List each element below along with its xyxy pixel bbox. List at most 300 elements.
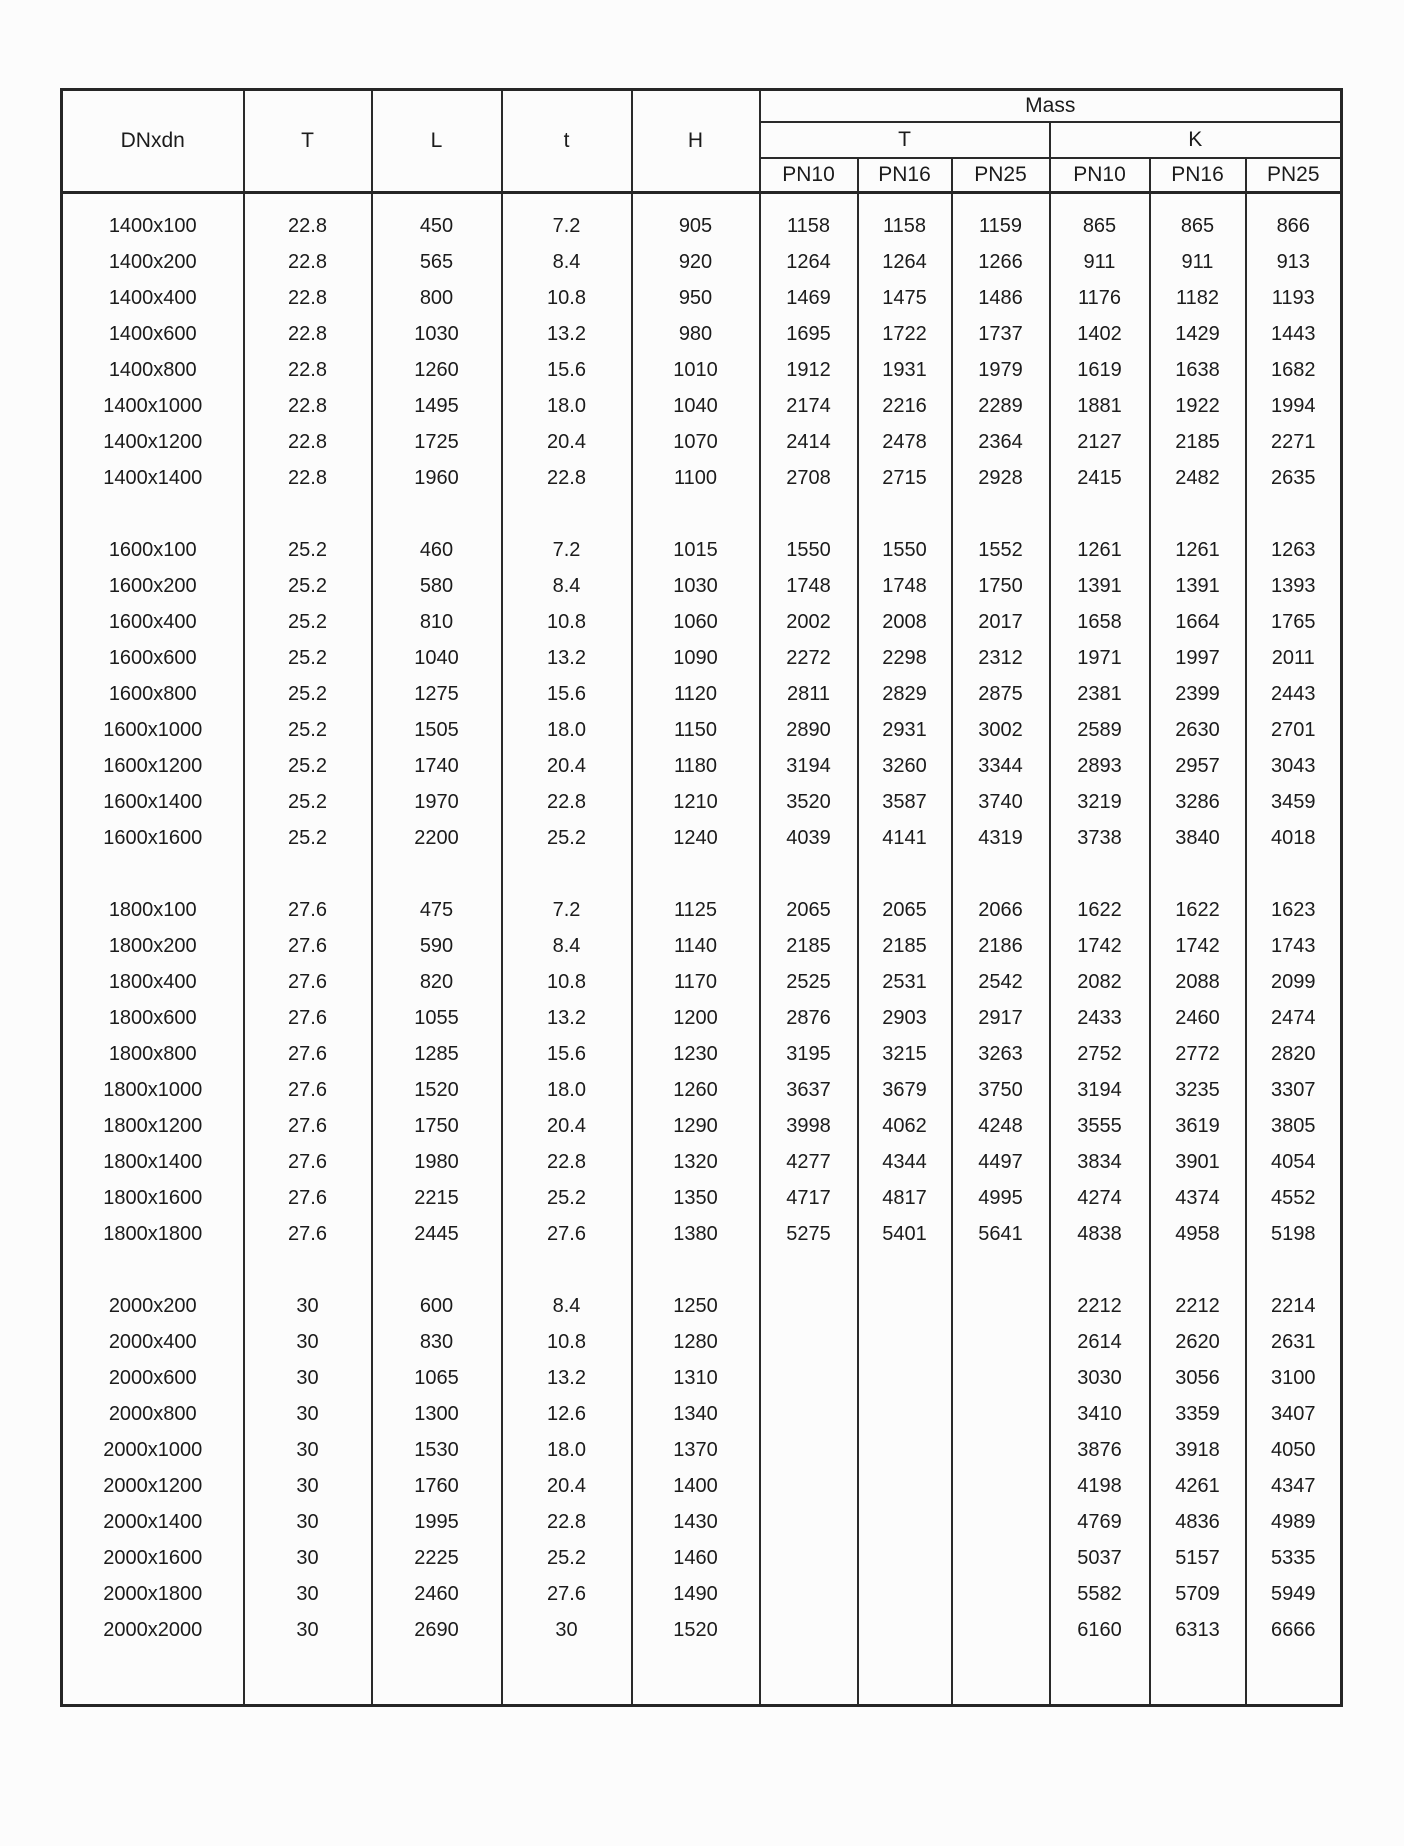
- cell-dnxdn: 1600x1000: [62, 712, 244, 748]
- empty-cell: [372, 496, 502, 532]
- table-row: [62, 1216, 1342, 1252]
- empty-cell: [952, 496, 1050, 532]
- cell-H: 1210: [632, 784, 760, 820]
- empty-cell: [1246, 856, 1342, 892]
- cell-mass-k-pn25: 2271: [1246, 424, 1342, 460]
- cell-mass-t-pn10: 2185: [760, 928, 858, 964]
- cell-H: 1340: [632, 1396, 760, 1432]
- cell-L: 1055: [372, 1000, 502, 1036]
- cell-L: 2690: [372, 1612, 502, 1648]
- cell-mass-k-pn10: 3876: [1050, 1432, 1150, 1468]
- cell-H: 1260: [632, 1072, 760, 1108]
- table-row: [62, 748, 1342, 784]
- table-row: [62, 1000, 1342, 1036]
- cell-mass-t-pn25: [952, 1324, 1050, 1360]
- cell-mass-k-pn10: 3410: [1050, 1396, 1150, 1432]
- cell-mass-k-pn16: 911: [1150, 244, 1246, 280]
- cell-t: 10.8: [502, 604, 632, 640]
- cell-mass-k-pn16: 3840: [1150, 820, 1246, 856]
- cell-L: 1750: [372, 1108, 502, 1144]
- cell-mass-t-pn25: 4319: [952, 820, 1050, 856]
- cell-mass-t-pn25: 2364: [952, 424, 1050, 460]
- cell-mass-k-pn25: 1765: [1246, 604, 1342, 640]
- cell-mass-k-pn10: 2415: [1050, 460, 1150, 496]
- cell-mass-k-pn16: 4836: [1150, 1504, 1246, 1540]
- cell-t: 15.6: [502, 1036, 632, 1072]
- cell-mass-t-pn10: 2890: [760, 712, 858, 748]
- cell-L: 1030: [372, 316, 502, 352]
- cell-mass-k-pn10: 3030: [1050, 1360, 1150, 1396]
- cell-L: 1725: [372, 424, 502, 460]
- column-group-mass-t: T: [760, 122, 1050, 158]
- cell-mass-t-pn10: [760, 1576, 858, 1612]
- table-row: [62, 1324, 1342, 1360]
- cell-mass-k-pn25: 3805: [1246, 1108, 1342, 1144]
- cell-mass-k-pn16: 4374: [1150, 1180, 1246, 1216]
- cell-T: 25.2: [244, 640, 372, 676]
- cell-L: 1275: [372, 676, 502, 712]
- cell-T: 30: [244, 1612, 372, 1648]
- cell-t: 15.6: [502, 352, 632, 388]
- table-row: [62, 964, 1342, 1000]
- cell-mass-t-pn10: 2272: [760, 640, 858, 676]
- cell-L: 475: [372, 892, 502, 928]
- empty-cell: [858, 193, 952, 209]
- cell-mass-k-pn10: 2212: [1050, 1288, 1150, 1324]
- cell-mass-t-pn10: 2002: [760, 604, 858, 640]
- cell-mass-k-pn16: 2620: [1150, 1324, 1246, 1360]
- table-row: [62, 316, 1342, 352]
- cell-H: 1490: [632, 1576, 760, 1612]
- cell-mass-k-pn25: 4989: [1246, 1504, 1342, 1540]
- cell-mass-k-pn16: 1638: [1150, 352, 1246, 388]
- cell-mass-k-pn10: 1402: [1050, 316, 1150, 352]
- cell-mass-t-pn16: 1722: [858, 316, 952, 352]
- cell-dnxdn: 1400x600: [62, 316, 244, 352]
- cell-mass-k-pn10: 3555: [1050, 1108, 1150, 1144]
- column-header-k-pn16: PN16: [1150, 158, 1246, 193]
- cell-H: 1230: [632, 1036, 760, 1072]
- cell-dnxdn: 2000x400: [62, 1324, 244, 1360]
- column-group-mass-k: K: [1050, 122, 1342, 158]
- cell-dnxdn: 1400x1000: [62, 388, 244, 424]
- cell-mass-t-pn25: 3344: [952, 748, 1050, 784]
- column-header-t: t: [502, 90, 632, 193]
- cell-mass-k-pn16: 5157: [1150, 1540, 1246, 1576]
- cell-t: 22.8: [502, 1144, 632, 1180]
- cell-mass-k-pn10: 2589: [1050, 712, 1150, 748]
- cell-mass-t-pn16: 2216: [858, 388, 952, 424]
- block-spacer-row: [62, 856, 1342, 892]
- cell-mass-k-pn10: 4274: [1050, 1180, 1150, 1216]
- cell-mass-k-pn10: 1658: [1050, 604, 1150, 640]
- cell-mass-k-pn16: 1742: [1150, 928, 1246, 964]
- cell-T: 22.8: [244, 460, 372, 496]
- empty-cell: [244, 856, 372, 892]
- cell-mass-k-pn16: 1182: [1150, 280, 1246, 316]
- cell-mass-t-pn25: 2542: [952, 964, 1050, 1000]
- cell-dnxdn: 1400x100: [62, 208, 244, 244]
- cell-T: 25.2: [244, 604, 372, 640]
- cell-mass-k-pn10: 1881: [1050, 388, 1150, 424]
- cell-mass-t-pn16: 2185: [858, 928, 952, 964]
- cell-mass-k-pn16: 3918: [1150, 1432, 1246, 1468]
- cell-mass-k-pn16: 1664: [1150, 604, 1246, 640]
- cell-t: 8.4: [502, 244, 632, 280]
- cell-mass-t-pn25: [952, 1360, 1050, 1396]
- cell-L: 1505: [372, 712, 502, 748]
- cell-t: 13.2: [502, 640, 632, 676]
- table-row: [62, 1036, 1342, 1072]
- cell-mass-t-pn16: [858, 1432, 952, 1468]
- empty-cell: [952, 193, 1050, 209]
- table-header: [62, 90, 1342, 193]
- cell-H: 1280: [632, 1324, 760, 1360]
- cell-mass-t-pn10: 3637: [760, 1072, 858, 1108]
- empty-cell: [244, 1252, 372, 1288]
- cell-mass-k-pn16: 6313: [1150, 1612, 1246, 1648]
- cell-t: 8.4: [502, 1288, 632, 1324]
- cell-H: 1125: [632, 892, 760, 928]
- empty-cell: [1246, 193, 1342, 209]
- table-row: [62, 460, 1342, 496]
- cell-dnxdn: 1800x200: [62, 928, 244, 964]
- cell-mass-k-pn16: 3359: [1150, 1396, 1246, 1432]
- cell-t: 13.2: [502, 1000, 632, 1036]
- cell-mass-t-pn10: 2876: [760, 1000, 858, 1036]
- empty-cell: [858, 1648, 952, 1706]
- cell-mass-k-pn10: 3834: [1050, 1144, 1150, 1180]
- cell-t: 10.8: [502, 1324, 632, 1360]
- cell-dnxdn: 1800x1800: [62, 1216, 244, 1252]
- empty-cell: [62, 1252, 244, 1288]
- cell-T: 25.2: [244, 748, 372, 784]
- cell-mass-t-pn25: 2875: [952, 676, 1050, 712]
- cell-mass-k-pn16: 2482: [1150, 460, 1246, 496]
- cell-T: 27.6: [244, 1000, 372, 1036]
- cell-t: 22.8: [502, 460, 632, 496]
- cell-mass-t-pn10: 1550: [760, 532, 858, 568]
- cell-mass-t-pn16: 4141: [858, 820, 952, 856]
- empty-cell: [760, 496, 858, 532]
- cell-mass-k-pn16: 3901: [1150, 1144, 1246, 1180]
- cell-mass-k-pn25: 4552: [1246, 1180, 1342, 1216]
- cell-dnxdn: 1800x100: [62, 892, 244, 928]
- cell-mass-k-pn25: 2099: [1246, 964, 1342, 1000]
- cell-H: 980: [632, 316, 760, 352]
- cell-t: 20.4: [502, 424, 632, 460]
- cell-mass-k-pn16: 2957: [1150, 748, 1246, 784]
- cell-mass-k-pn10: 4769: [1050, 1504, 1150, 1540]
- cell-mass-t-pn25: 1266: [952, 244, 1050, 280]
- cell-mass-t-pn25: 1737: [952, 316, 1050, 352]
- cell-mass-k-pn10: 1391: [1050, 568, 1150, 604]
- empty-cell: [1050, 856, 1150, 892]
- cell-dnxdn: 1800x1600: [62, 1180, 244, 1216]
- table-row: [62, 208, 1342, 244]
- cell-mass-k-pn25: 3407: [1246, 1396, 1342, 1432]
- cell-mass-t-pn10: 3194: [760, 748, 858, 784]
- table-row: [62, 1396, 1342, 1432]
- cell-L: 590: [372, 928, 502, 964]
- cell-L: 1740: [372, 748, 502, 784]
- cell-T: 22.8: [244, 424, 372, 460]
- cell-H: 920: [632, 244, 760, 280]
- cell-mass-k-pn16: 1261: [1150, 532, 1246, 568]
- cell-mass-t-pn16: 1264: [858, 244, 952, 280]
- table-row: [62, 1504, 1342, 1540]
- cell-mass-t-pn25: 3002: [952, 712, 1050, 748]
- cell-mass-t-pn16: 2008: [858, 604, 952, 640]
- cell-mass-k-pn10: 2614: [1050, 1324, 1150, 1360]
- empty-cell: [502, 1648, 632, 1706]
- cell-dnxdn: 1600x100: [62, 532, 244, 568]
- cell-mass-t-pn16: [858, 1504, 952, 1540]
- cell-t: 7.2: [502, 892, 632, 928]
- empty-cell: [372, 1648, 502, 1706]
- table-row: [62, 1180, 1342, 1216]
- cell-mass-k-pn25: 4054: [1246, 1144, 1342, 1180]
- cell-t: 8.4: [502, 928, 632, 964]
- cell-dnxdn: 1400x400: [62, 280, 244, 316]
- cell-t: 8.4: [502, 568, 632, 604]
- table-row: [62, 424, 1342, 460]
- table-row: [62, 1612, 1342, 1648]
- table-row: [62, 604, 1342, 640]
- cell-mass-t-pn10: 1158: [760, 208, 858, 244]
- cell-mass-t-pn25: 4497: [952, 1144, 1050, 1180]
- cell-mass-k-pn25: 2635: [1246, 460, 1342, 496]
- table-row: [62, 1288, 1342, 1324]
- cell-T: 22.8: [244, 352, 372, 388]
- cell-L: 1530: [372, 1432, 502, 1468]
- cell-T: 30: [244, 1468, 372, 1504]
- cell-t: 15.6: [502, 676, 632, 712]
- table-row: [62, 1432, 1342, 1468]
- empty-cell: [1150, 856, 1246, 892]
- cell-mass-t-pn10: [760, 1504, 858, 1540]
- cell-dnxdn: 1400x1400: [62, 460, 244, 496]
- cell-mass-k-pn25: 3307: [1246, 1072, 1342, 1108]
- cell-mass-k-pn10: 1176: [1050, 280, 1150, 316]
- cell-dnxdn: 1600x1600: [62, 820, 244, 856]
- empty-cell: [1150, 1252, 1246, 1288]
- cell-mass-t-pn16: 2903: [858, 1000, 952, 1036]
- cell-L: 565: [372, 244, 502, 280]
- cell-H: 1070: [632, 424, 760, 460]
- cell-H: 1520: [632, 1612, 760, 1648]
- block-spacer-row: [62, 496, 1342, 532]
- cell-t: 13.2: [502, 1360, 632, 1396]
- cell-L: 1285: [372, 1036, 502, 1072]
- cell-mass-k-pn10: 2381: [1050, 676, 1150, 712]
- cell-mass-t-pn16: 2478: [858, 424, 952, 460]
- cell-dnxdn: 2000x1200: [62, 1468, 244, 1504]
- cell-dnxdn: 2000x2000: [62, 1612, 244, 1648]
- cell-dnxdn: 1600x400: [62, 604, 244, 640]
- table-row: [62, 388, 1342, 424]
- cell-T: 27.6: [244, 1144, 372, 1180]
- table-row: [62, 1072, 1342, 1108]
- cell-T: 27.6: [244, 964, 372, 1000]
- cell-T: 27.6: [244, 1180, 372, 1216]
- cell-t: 12.6: [502, 1396, 632, 1432]
- empty-cell: [760, 1252, 858, 1288]
- cell-mass-t-pn10: 3998: [760, 1108, 858, 1144]
- empty-cell: [1150, 496, 1246, 532]
- table-row: [62, 352, 1342, 388]
- cell-mass-t-pn10: 2811: [760, 676, 858, 712]
- cell-mass-t-pn16: [858, 1468, 952, 1504]
- cell-T: 30: [244, 1324, 372, 1360]
- cell-T: 25.2: [244, 712, 372, 748]
- cell-t: 18.0: [502, 1432, 632, 1468]
- table-row: [62, 712, 1342, 748]
- cell-mass-t-pn16: 1931: [858, 352, 952, 388]
- column-header-mass: Mass: [760, 90, 1342, 123]
- cell-mass-t-pn10: 1264: [760, 244, 858, 280]
- column-header-t-pn10: PN10: [760, 158, 858, 193]
- cell-t: 20.4: [502, 748, 632, 784]
- cell-mass-k-pn10: 5037: [1050, 1540, 1150, 1576]
- cell-mass-k-pn10: 4838: [1050, 1216, 1150, 1252]
- cell-mass-t-pn25: 2289: [952, 388, 1050, 424]
- cell-L: 2225: [372, 1540, 502, 1576]
- cell-T: 25.2: [244, 676, 372, 712]
- cell-t: 22.8: [502, 1504, 632, 1540]
- cell-mass-k-pn25: 1623: [1246, 892, 1342, 928]
- cell-H: 1040: [632, 388, 760, 424]
- cell-mass-t-pn25: 2312: [952, 640, 1050, 676]
- table-row: [62, 820, 1342, 856]
- cell-mass-t-pn25: 1552: [952, 532, 1050, 568]
- cell-mass-t-pn10: [760, 1612, 858, 1648]
- cell-mass-k-pn16: 2185: [1150, 424, 1246, 460]
- cell-mass-k-pn25: 3043: [1246, 748, 1342, 784]
- cell-H: 1200: [632, 1000, 760, 1036]
- table-row: [62, 784, 1342, 820]
- cell-t: 18.0: [502, 712, 632, 748]
- cell-mass-t-pn25: 2917: [952, 1000, 1050, 1036]
- cell-mass-k-pn25: 5949: [1246, 1576, 1342, 1612]
- cell-dnxdn: 1400x1200: [62, 424, 244, 460]
- cell-H: 1320: [632, 1144, 760, 1180]
- empty-cell: [62, 496, 244, 532]
- spec-table: [60, 88, 1343, 1707]
- cell-L: 820: [372, 964, 502, 1000]
- cell-T: 30: [244, 1432, 372, 1468]
- cell-T: 25.2: [244, 568, 372, 604]
- cell-mass-t-pn16: 2065: [858, 892, 952, 928]
- cell-mass-t-pn10: [760, 1432, 858, 1468]
- empty-cell: [760, 856, 858, 892]
- cell-mass-k-pn25: 1682: [1246, 352, 1342, 388]
- cell-mass-t-pn10: [760, 1324, 858, 1360]
- cell-mass-k-pn10: 1261: [1050, 532, 1150, 568]
- cell-dnxdn: 1600x600: [62, 640, 244, 676]
- empty-cell: [760, 193, 858, 209]
- cell-mass-k-pn10: 1622: [1050, 892, 1150, 928]
- cell-mass-k-pn25: 3459: [1246, 784, 1342, 820]
- cell-H: 1010: [632, 352, 760, 388]
- cell-mass-t-pn16: 2298: [858, 640, 952, 676]
- empty-cell: [372, 856, 502, 892]
- cell-T: 22.8: [244, 388, 372, 424]
- cell-mass-t-pn16: 1475: [858, 280, 952, 316]
- table-row: [62, 1468, 1342, 1504]
- table-row: [62, 928, 1342, 964]
- cell-mass-k-pn16: 1429: [1150, 316, 1246, 352]
- cell-H: 1170: [632, 964, 760, 1000]
- cell-H: 1380: [632, 1216, 760, 1252]
- empty-cell: [1246, 496, 1342, 532]
- cell-H: 1100: [632, 460, 760, 496]
- cell-mass-k-pn25: 1193: [1246, 280, 1342, 316]
- table-row: [62, 568, 1342, 604]
- cell-L: 580: [372, 568, 502, 604]
- cell-mass-t-pn16: 4817: [858, 1180, 952, 1216]
- empty-cell: [502, 856, 632, 892]
- cell-T: 30: [244, 1288, 372, 1324]
- cell-mass-k-pn16: 1997: [1150, 640, 1246, 676]
- cell-mass-t-pn25: [952, 1468, 1050, 1504]
- cell-T: 22.8: [244, 280, 372, 316]
- cell-mass-k-pn25: 2701: [1246, 712, 1342, 748]
- table-row: [62, 244, 1342, 280]
- empty-cell: [244, 193, 372, 209]
- cell-mass-t-pn25: [952, 1396, 1050, 1432]
- cell-mass-k-pn16: 3619: [1150, 1108, 1246, 1144]
- empty-cell: [1050, 1252, 1150, 1288]
- cell-L: 800: [372, 280, 502, 316]
- cell-mass-k-pn25: 2631: [1246, 1324, 1342, 1360]
- cell-mass-k-pn25: 5198: [1246, 1216, 1342, 1252]
- cell-mass-k-pn16: 2630: [1150, 712, 1246, 748]
- cell-L: 1960: [372, 460, 502, 496]
- empty-cell: [632, 496, 760, 532]
- cell-mass-t-pn16: [858, 1288, 952, 1324]
- empty-cell: [244, 496, 372, 532]
- cell-L: 1520: [372, 1072, 502, 1108]
- cell-mass-t-pn16: 4062: [858, 1108, 952, 1144]
- cell-H: 1030: [632, 568, 760, 604]
- cell-H: 1140: [632, 928, 760, 964]
- cell-mass-t-pn10: 2708: [760, 460, 858, 496]
- cell-mass-t-pn16: [858, 1396, 952, 1432]
- cell-mass-t-pn25: 2186: [952, 928, 1050, 964]
- cell-mass-t-pn16: 2931: [858, 712, 952, 748]
- column-header-k-pn10: PN10: [1050, 158, 1150, 193]
- cell-mass-k-pn10: 4198: [1050, 1468, 1150, 1504]
- cell-mass-t-pn25: 1750: [952, 568, 1050, 604]
- cell-mass-t-pn25: 2928: [952, 460, 1050, 496]
- cell-t: 27.6: [502, 1216, 632, 1252]
- empty-cell: [62, 193, 244, 209]
- empty-cell: [1246, 1648, 1342, 1706]
- column-header-T: T: [244, 90, 372, 193]
- cell-mass-t-pn16: 3260: [858, 748, 952, 784]
- cell-mass-k-pn10: 2433: [1050, 1000, 1150, 1036]
- cell-dnxdn: 2000x600: [62, 1360, 244, 1396]
- column-header-L: L: [372, 90, 502, 193]
- empty-cell: [502, 1252, 632, 1288]
- cell-mass-k-pn25: 2820: [1246, 1036, 1342, 1072]
- cell-dnxdn: 2000x200: [62, 1288, 244, 1324]
- cell-H: 905: [632, 208, 760, 244]
- header-row-mass: [62, 90, 1342, 123]
- empty-cell: [632, 1252, 760, 1288]
- cell-mass-t-pn16: 5401: [858, 1216, 952, 1252]
